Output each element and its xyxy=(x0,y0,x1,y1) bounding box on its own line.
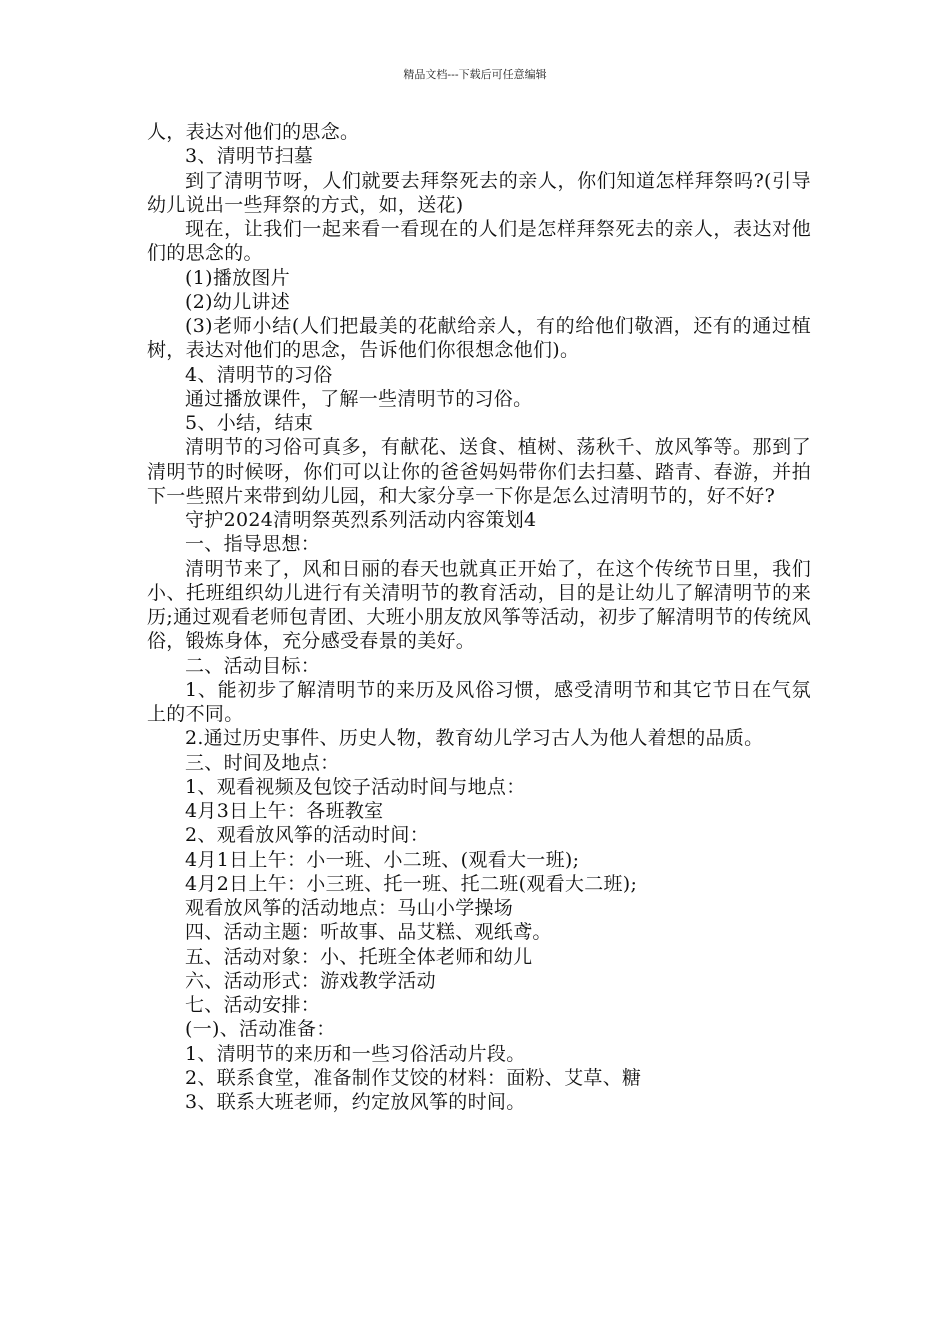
paragraph: 通过播放课件，了解一些清明节的习俗。 xyxy=(185,387,533,410)
section-heading: 一、指导思想： xyxy=(185,533,321,556)
section-heading: 五、活动对象：小、托班全体老师和幼儿 xyxy=(185,945,533,968)
list-item: 4月2日上午：小三班、托一班、托二班(观看大二班); xyxy=(185,872,638,895)
document-title: 守护2024清明祭英烈系列活动内容策划4 xyxy=(185,509,537,531)
section-heading: 5、小结，结束 xyxy=(185,412,314,434)
paragraph: 人，表达对他们的思念。 xyxy=(147,121,360,143)
list-item: 4月3日上午：各班教室 xyxy=(185,800,384,822)
list-item: 3、联系大班老师，约定放风筝的时间。 xyxy=(185,1091,526,1113)
paragraph: 清明节来了，风和日丽的春天也就真正开始了，在这个传统节日里，我们小、托班组织幼儿进行有关清明节的教育活动，目的是让幼儿了解清明节的来历;通过观看老师包青团、大班小朋友放风筝等活动，初步了解清明节的传统风俗，锻炼身体，充分感受春景的美好。 xyxy=(147,557,811,653)
list-item: 1、能初步了解清明节的来历及风俗习惯，感受清明节和其它节日在气氛上的不同。 xyxy=(147,678,811,725)
section-heading: 二、活动目标： xyxy=(185,654,321,677)
list-item: (1)播放图片 xyxy=(185,266,291,289)
section-heading: 三、时间及地点： xyxy=(185,751,340,774)
list-item: 4月1日上午：小一班、小二班、(观看大一班); xyxy=(185,848,580,871)
list-item: 观看放风筝的活动地点：马山小学操场 xyxy=(185,897,514,919)
list-item: 1、清明节的来历和一些习俗活动片段。 xyxy=(185,1042,526,1065)
list-item: 2、联系食堂，准备制作艾饺的材料：面粉、艾草、糖 xyxy=(185,1066,642,1089)
list-item: (2)幼儿讲述 xyxy=(185,290,291,313)
paragraph: 到了清明节呀，人们就要去拜祭死去的亲人，你们知道怎样拜祭吗?(引导幼儿说出一些拜祭的方式，如，送花) xyxy=(147,169,811,216)
section-heading: 六、活动形式：游戏教学活动 xyxy=(185,969,436,992)
section-heading: (一)、活动准备： xyxy=(185,1018,336,1041)
paragraph: 清明节的习俗可真多，有献花、送食、植树、荡秋千、放风筝等。那到了清明节的时候呀，你们可以让你的爸爸妈妈带你们去扫墓、踏青、春游，并拍下一些照片来带到幼儿园，和大家分享一下你是怎么过清明节的，好不好? xyxy=(147,436,811,507)
section-heading: 四、活动主题：听故事、品艾糕、观纸鸢。 xyxy=(185,921,552,944)
page-header: 精品文档---下载后可任意编辑 xyxy=(403,68,547,81)
section-heading: 七、活动安排： xyxy=(185,994,321,1016)
paragraph: 现在，让我们一起来看一看现在的人们是怎样拜祭死去的亲人，表达对他们的思念的。 xyxy=(147,218,811,265)
list-item: 2、观看放风筝的活动时间： xyxy=(185,824,429,847)
list-item: (3)老师小结(人们把最美的花献给亲人，有的给他们敬酒，还有的通过植树，表达对他们的思念，告诉他们你很想念他们)。 xyxy=(147,315,811,362)
document-body xyxy=(147,120,811,1114)
list-item: 1、观看视频及包饺子活动时间与地点： xyxy=(185,775,526,798)
list-item: 2.通过历史事件、历史人物，教育幼儿学习古人为他人着想的品质。 xyxy=(185,727,764,750)
section-heading: 3、清明节扫墓 xyxy=(185,145,314,168)
section-heading: 4、清明节的习俗 xyxy=(185,363,333,386)
